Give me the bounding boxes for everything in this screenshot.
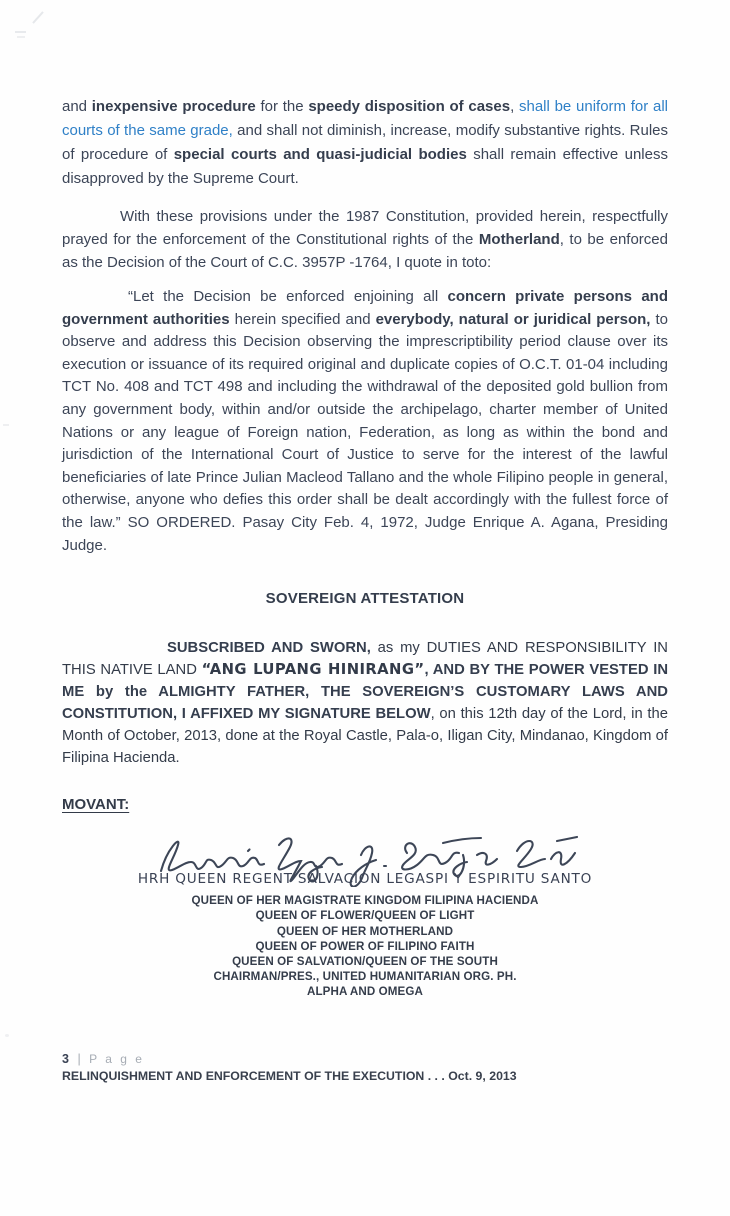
signer-title-line: QUEEN OF HER MOTHERLAND [276,924,454,938]
text-segment: , AND BY THE POWER VESTED IN ME by the ALMIGHTY FATHER, THE SOVEREIGN’S CUSTOMARY LAWS AND CONSTITUTION, I AFFIXED MY SIGNATURE BELOW [62,662,669,723]
page-footer [62,1052,668,1083]
signer-title-line: QUEEN OF SALVATION/QUEEN OF THE SOUTH [232,954,498,968]
paragraph-1987-constitution [62,205,668,274]
document-reference-line: RELINQUISHMENT AND ENFORCEMENT OF THE EXECUTION . . . Oct. 9, 2013 [62,1069,517,1083]
text-segment: “Let the Decision be enforced enjoining all [128,288,448,305]
text-segment: inexpensive procedure [91,98,256,115]
page-number: 3 [62,1052,69,1066]
text-segment: , to be enforced as the Decision of the Court of C.C. 3957P -1764, I quote in toto: [62,231,668,271]
signer-title-line: QUEEN OF HER MAGISTRATE KINGDOM FILIPINA HACIENDA [191,894,539,908]
signer-title-line: ALPHA AND OMEGA [307,985,423,999]
text-segment: as my DUTIES AND RESPONSIBILITY IN THIS NATIVE LAND [62,640,668,679]
signature-block [62,825,668,999]
text-segment: shall be uniform for all courts of the same grade, [62,98,669,139]
text-segment: special courts and quasi-judicial bodies [173,146,467,163]
signer-name-line: HRH QUEEN REGENT SALVACION LEGASPI Y ESPIRITU SANTO [137,871,593,888]
text-segment: With these provisions under the 1987 Constitution, provided herein, respectfully prayed for the enforcement of the Constitutional rights of the [62,208,668,248]
page-number-line [62,1052,668,1066]
text-segment: herein specified and [229,310,376,328]
page-word: P a g e [89,1052,145,1066]
text-segment: Motherland [478,231,560,248]
text-segment: everybody, natural or juridical person, [375,310,651,328]
signer-title-line: QUEEN OF FLOWER/QUEEN OF LIGHT [255,909,475,923]
text-segment: , [510,98,519,115]
signer-title-line: QUEEN OF POWER OF FILIPINO FAITH [255,939,475,953]
paragraph-rules-of-procedure [62,95,668,191]
paragraph-subscribed-and-sworn [62,637,668,769]
signer-titles-list [62,893,668,999]
signer-title-line: CHAIRMAN/PRES., UNITED HUMANITARIAN ORG. PH. [213,970,517,984]
text-segment: for the [255,98,309,115]
text-segment: concern private persons and government authorities [62,288,668,328]
text-segment: and [62,98,92,115]
text-segment: to observe and address this Decision observing the imprescriptibility period clause over its execution or issuance of its required original and duplicate copies of O.C.T. 01-04 including TCT No. 408 and TCT 498 and including the withdrawal of the deposited gold bullion from any government body, within and/or outside the archipelago, charter member of United Nations or any league of Foreign nation, Federation, as long as within the bond and jurisdiction of the International Court of Justice to serve for the interest of the lawful beneficiaries of late Prince Julian Macleod Tallano and the whole Filipino people in general, otherwise, anyone who defies this order shall be dealt accordingly with the fullest force of the law.” SO ORDERED. Pasay City Feb. 4, 1972, Judge Enrique A. Agana, Presiding Judge. [62,310,668,554]
text-segment: , on this 12th day of the Lord, in the Month of October, 2013, done at the Royal Castle, Pala-o, Iligan City, Mindanao, Kingdom of Filipina Hacienda. [62,706,668,767]
text-segment: shall remain effective unless disapproved by the Supreme Court. [62,146,668,187]
text-segment: and shall not diminish, increase, modify substantive rights. Rules of procedure of [62,122,669,163]
text-segment: SUBSCRIBED AND SWORN, [167,640,371,657]
text-segment: speedy disposition of cases [308,98,511,115]
heading-sovereign-attestation: SOVEREIGN ATTESTATION [265,590,465,608]
text-segment: “ANG LUPANG HINIRANG” [201,661,425,679]
footer-separator: | [77,1052,81,1066]
paragraph-court-decision-quote [62,286,668,557]
movant-label: MOVANT: [62,796,130,814]
